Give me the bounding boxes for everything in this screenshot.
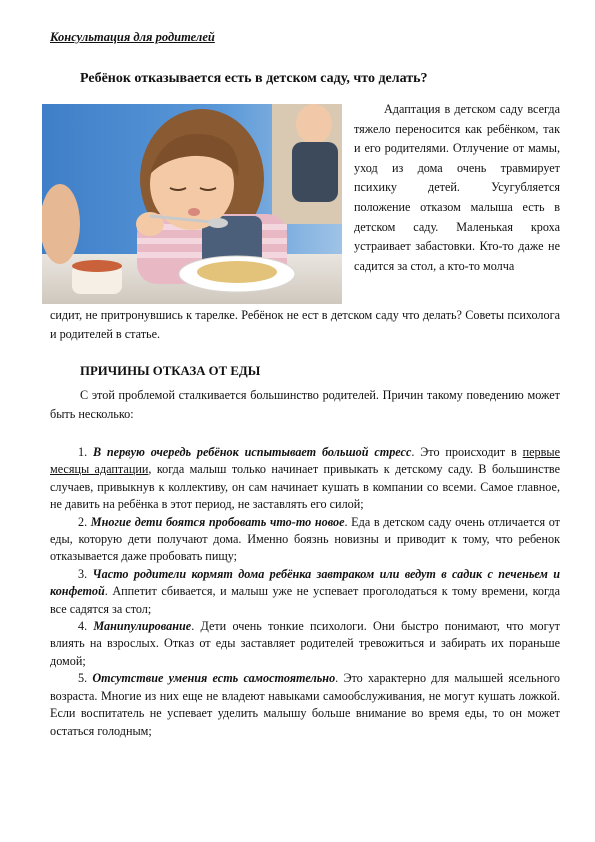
reasons-list — [50, 444, 560, 740]
reason-lead: Многие дети боятся пробовать что-то новое — [90, 514, 345, 529]
reason-lead: Часто родители кормят дома ребёнка завтраком или ведут в садик с печеньем и конфетой — [50, 566, 561, 599]
reason-item: 4. Манипулирование. Дети очень тонкие психологи. Они быстро понимают, что могут влиять на взрослых. Отказ от еды заставляет родителей тревожиться и забирать их пораньше домой; — [50, 619, 560, 668]
reason-item: 5. Отсутствие умения есть самостоятельно. Это характерно для малышей ясельного возраста. Многие из них еще не владеют навыками самообслуживания, не могут кушать ложкой. Если воспитатель не успевает уделить малышу больше внимание во время еды, то он может остаться голодным; — [50, 671, 560, 738]
reason-lead: В первую очередь ребёнок испытывает большой стресс — [92, 445, 412, 459]
article-title: Ребёнок отказывается есть в детском саду, что делать? — [80, 71, 428, 86]
reason-lead: Отсутствие умения есть самостоятельно — [92, 671, 336, 686]
section-heading: ПРИЧИНЫ ОТКАЗА ОТ ЕДЫ — [80, 364, 261, 378]
adaptation-link[interactable]: первые месяцы адаптации — [50, 445, 560, 477]
section-intro-paragraph: С этой проблемой сталкивается большинство родителей. Причин такому поведению может быть несколько: — [50, 388, 560, 421]
intro-paragraph-continued: сидит, не притронувшись к тарелке. Ребёнок не ест в детском саду что делать? Советы психолога и родителей в статье. — [50, 308, 560, 341]
reason-item: 1. В первую очередь ребёнок испытывает большой стресс. Это происходит в первые месяцы адаптации, когда малыш только начинает привыкать к детскому саду. В большинстве случаев, привыкнув к коллективу, он сам начинает кушать в компании со всеми. Самое главное, не давить на ребёнка в этот период, не заставлять его силой; — [50, 445, 560, 512]
intro-paragraph: Адаптация в детском саду всегда тяжело переносится как ребёнком, так и его родителями. Отлучение от мамы, уход из дома очень травмирует психику детей. Усугубляется положение отказом малыша есть в детском саду. Маленькая кроха устраивает забастовки. Кто-то даже не садится за стол, а кто-то молча — [354, 102, 560, 273]
child-eating-photo — [42, 104, 342, 304]
photo-illustration — [42, 104, 342, 304]
reason-lead: Манипулирование — [93, 619, 192, 634]
reason-item: 3. Часто родители кормят дома ребёнка завтраком или ведут в садик с печеньем и конфетой. Аппетит сбивается, и малыш уже не успевает проголодаться к тому времени, когда все садятся за стол; — [50, 566, 561, 616]
reason-item: 2. Многие дети боятся пробовать что-то новое. Еда в детском саду очень отличается от еды, которую дети получают дома. Именно боязнь новизны и приводит к тому, что ребенок отказывается даже пробовать пищу; — [50, 514, 560, 564]
consultation-header: Консультация для родителей — [50, 30, 215, 44]
